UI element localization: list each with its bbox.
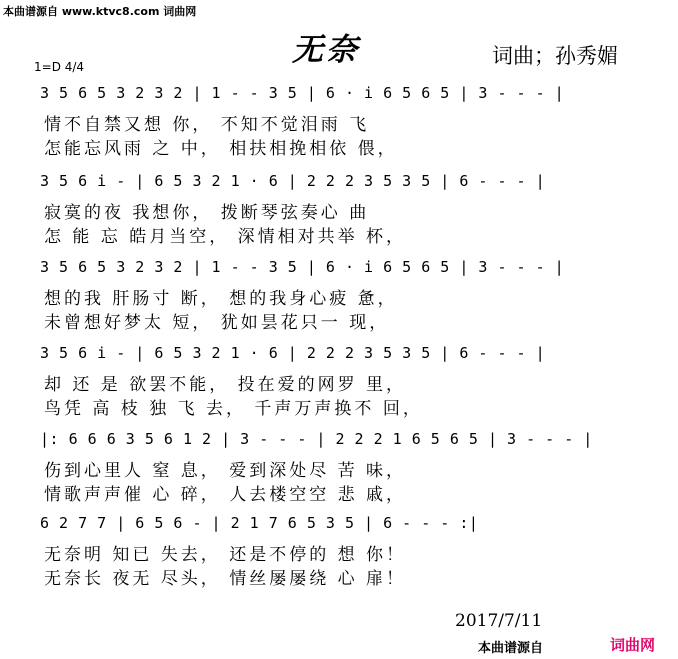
lyric-verse-2: 情歌声声催 心 碎， 人去楼空空 悲 戚， [44, 485, 407, 505]
lyric-verse-2: 未曾想好梦太 短， 犹如昙花只一 现， [44, 313, 390, 333]
site-watermark: 本曲谱源自 www.ktvc8.com 词曲网 [3, 5, 197, 18]
lyric-verse-1: 想的我 肝肠寸 断， 想的我身心疲 惫， [44, 289, 398, 309]
lyric-verse-2: 鸟凭 高 枝 独 飞 去， 千声万声换不 回， [44, 399, 423, 419]
lyric-verse-1: 寂寞的夜 我想你， 拨断琴弦奏心 曲 [44, 203, 370, 223]
lyric-verse-1: 伤到心里人 窒 息， 爱到深处尽 苦 味， [44, 461, 407, 481]
lyric-verse-2: 怎能忘风雨 之 中， 相扶相挽相依 偎， [44, 139, 398, 159]
score-line-2 [40, 172, 648, 246]
song-title: 无奈 [292, 32, 360, 68]
site-brand-logo: 词曲网 [610, 636, 656, 654]
source-note: 本曲谱源自 [478, 641, 544, 656]
lyric-verse-1: 却 还 是 欲罢不能， 投在爱的网罗 里， [44, 375, 407, 395]
composer-credit: 词曲；孙秀媚 [492, 44, 618, 68]
notation-row: 3 5 6 5 3 2 3 2 | 1 - - 3 5 | 6 · i 6 5 6 5 | 3 - - - | [40, 258, 565, 276]
score-line-4 [40, 344, 648, 418]
key-signature: 1=D 4/4 [34, 60, 85, 74]
notation-row: 3 5 6 5 3 2 3 2 | 1 - - 3 5 | 6 · i 6 5 6 5 | 3 - - - | [40, 84, 565, 102]
lyric-verse-2: 怎 能 忘 皓月当空， 深情相对共举 杯， [44, 227, 407, 247]
notation-row: 3 5 6 i - | 6 5 3 2 1 · 6 | 2 2 2 3 5 3 5 | 6 - - - | [40, 172, 546, 190]
score-line-1 [40, 84, 648, 158]
notation-row: |: 6 6 6 3 5 6 1 2 | 3 - - - | 2 2 2 1 6 5 6 5 | 3 - - - | [40, 430, 593, 448]
lyric-verse-1: 情不自禁又想 你， 不知不觉泪雨 飞 [44, 115, 370, 135]
score-date: 2017/7/11 [455, 611, 543, 631]
notation-row: 6 2 7 7 | 6 5 6 - | 2 1 7 6 5 3 5 | 6 - - - :| [40, 514, 479, 532]
score-line-5 [40, 430, 648, 504]
lyric-verse-1: 无奈明 知已 失去， 还是不停的 想 你！ [44, 545, 407, 565]
lyric-verse-2: 无奈长 夜无 尽头， 情丝屡屡绕 心 扉！ [44, 569, 407, 589]
score-line-6 [40, 514, 648, 588]
notation-row: 3 5 6 i - | 6 5 3 2 1 · 6 | 2 2 2 3 5 3 5 | 6 - - - | [40, 344, 546, 362]
score-line-3 [40, 258, 648, 332]
